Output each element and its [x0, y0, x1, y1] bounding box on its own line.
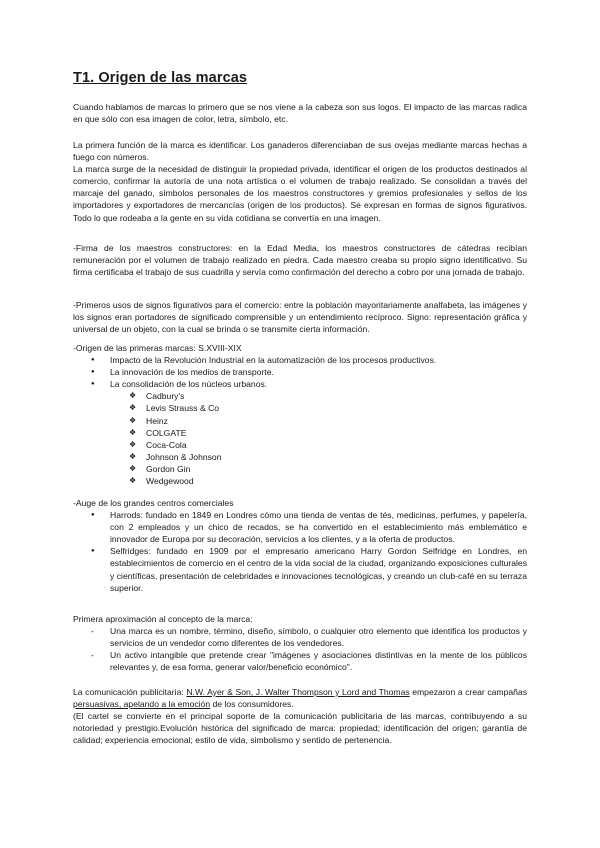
brand-item: ❖ Cadbury's	[73, 390, 527, 402]
brand-item: ❖ Heinz	[73, 415, 527, 427]
origen-list	[73, 354, 527, 390]
aprox-section	[73, 613, 527, 673]
auge-section	[73, 497, 527, 594]
brand-item: ❖ COLGATE	[73, 427, 527, 439]
brand-list	[73, 390, 527, 487]
brand-item: ❖ Johnson & Johnson	[73, 451, 527, 463]
origin-paragraph: La marca surge de la necesidad de distinguir la propiedad privada, identificar el origen de los productos destinados al comercio, confirmar la autoría de una nota artística o el volumen de trabajo realizado. Se consolidan a través del marcaje del ganado, símbolos personales de los maestros constructores y gremios profesionales y sellos de los importadores y exportadores de mercancías (origen de los productos). Se expresan en formas de signos figurativos. Todo lo que rodeaba a la gente en su vida cotidiana se convertía en una imagen.	[73, 164, 527, 223]
intro-text: Cuando hablamos de marcas lo primero que se nos viene a la cabeza son sus logos. El impacto de las marcas radica en que sólo con esa imagen de color, letra, símbolo, etc.	[73, 102, 527, 125]
origen-heading: -Origen de las primeras marcas: S.XVIII-XIX	[73, 343, 242, 353]
list-item: - Una marca es un nombre, término, diseño, símbolo, o cualquier otro elemento que identifica los productos y servicios de un vendedor como diferentes de los vendedores.	[73, 625, 527, 649]
persuasivas-text: persuasivas, apelando a la emoción	[73, 699, 211, 710]
firma-paragraph	[73, 242, 527, 278]
list-item: ● Impacto de la Revolución Industrial en la automatización de los procesos productivos.	[73, 354, 527, 366]
list-item: ● La consolidación de los núcleos urbanos.	[73, 378, 527, 390]
aprox-heading: Primera aproximación al concepto de la marca:	[73, 614, 253, 624]
comunicacion-lead: La comunicación publicitaria:	[73, 687, 187, 697]
comunicacion-mid: empezaron a crear campañas	[409, 687, 528, 697]
auge-list	[73, 509, 527, 594]
brand-item: ❖ Gordon Gin	[73, 463, 527, 475]
list-item: - Un activo intangible que pretende crear "imágenes y asociaciones distintivas en la mente de los públicos relevantes y, de esa forma, generar valor/beneficio económico".	[73, 649, 527, 673]
firma-text: -Firma de los maestros constructores: en la Edad Media, los maestros constructores de cátedras recibían remuneración por el volumen de trabajo realizado en piedra. Cada maestro creaba su propio signo identificativo. Su firma certificaba el trabajo de sus cuadrilla y servía como confirmación del derecho a cobro por una jornada de trabajo.	[73, 243, 527, 278]
primeros-paragraph	[73, 299, 527, 335]
cartel-paragraph: (El cartel se convierte en el principal soporte de la comunicación publicitaria de las marcas, contribuyendo a su notoriedad y prestigio.Evolución histórica del significado de marca: propiedad; identificación del origen; garantía de calidad; experiencia emocional; estilo de vida, simbolismo y sentido de pertenencia.	[73, 711, 527, 746]
origen-section	[73, 342, 527, 487]
page-title: T1. Origen de las marcas	[73, 70, 248, 86]
brand-item: ❖ Coca-Cola	[73, 439, 527, 451]
agencies-text: N.W. Ayer & Son, J. Walter Thompson y Lord and Thomas	[186, 687, 410, 697]
intro-paragraph	[73, 101, 527, 125]
identification-section	[73, 139, 527, 224]
list-item: ● La innovación de los medios de transporte.	[73, 366, 527, 378]
brand-item: ❖ Wedgewood	[73, 475, 527, 487]
identification-paragraph: La primera función de la marca es identificar. Los ganaderos diferenciaban de sus ovejas mediante marcas hechas a fuego con números.	[73, 140, 527, 163]
list-item: ● Selfridges: fundado en 1909 por el empresario americano Harry Gordon Selfridge en Londres, en establecimientos de comercio en el centro de la vida social de la ciudad, organizando exposiciones culturales y científicas, presentación de celebridades e innovaciones tecnológicas, y creando un club-café en su terraza superior.	[73, 545, 527, 593]
comunicacion-section	[73, 686, 527, 746]
auge-heading: -Auge de los grandes centros comerciales	[73, 498, 234, 508]
comunicacion-tail: de los consumidores.	[210, 699, 294, 710]
primeros-text: -Primeros usos de signos figurativos para el comercio: entre la población mayoritariamente analfabeta, las imágenes y los signos eran portadores de significado comprensible y un entendimiento recíproco. Signo: representación gráfica y universal de un objeto, con la cual se brinda o se transmite cierta información.	[73, 300, 527, 335]
comunicacion-paragraph	[73, 686, 527, 710]
list-item: ● Harrods: fundado en 1849 en Londres cómo una tienda de ventas de tés, medicinas, perfumes, y papelería, con 2 empleados y un chico de recados, se ha convertido en el establecimiento más emblemático e innovador de Europa por su decoración, servicios a los clientes, y a la oferta de productos.	[73, 509, 527, 545]
brand-item: ❖ Levis Strauss & Co	[73, 402, 527, 414]
aprox-list	[73, 625, 527, 673]
